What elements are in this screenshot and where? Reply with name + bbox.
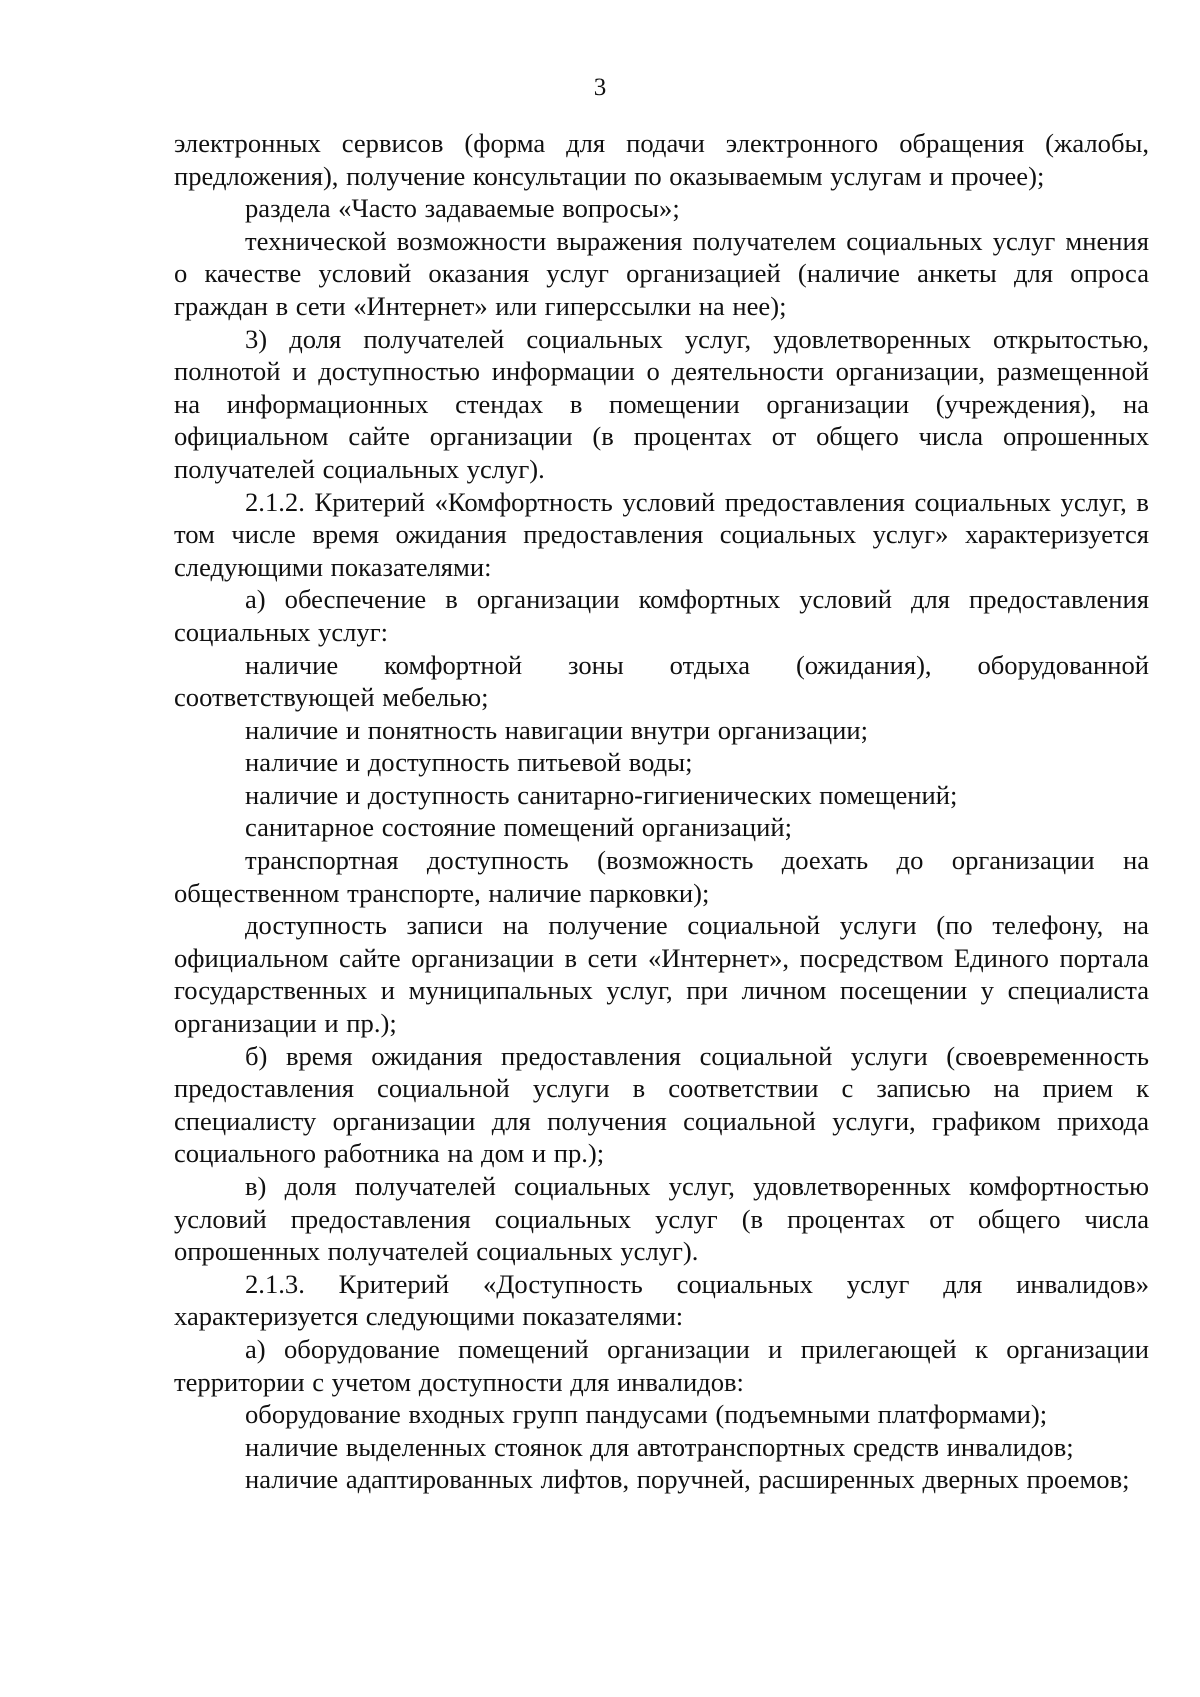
- paragraph: электронных сервисов (форма для подачи электронного обращения (жалобы, предложения), получение консультации по оказываемым услугам и прочее);: [174, 128, 1149, 191]
- paragraph: 2.1.2. Критерий «Комфортность условий предоставления социальных услуг, в том числе время ожидания предоставления социальных услуг» характеризуется следующими показателями:: [174, 486, 1149, 582]
- paragraph: оборудование входных групп пандусами (подъемными платформами);: [245, 1399, 1048, 1430]
- paragraph: 3) доля получателей социальных услуг, удовлетворенных открытостью, полнотой и доступностью информации о деятельности организации, размещенной на информационных стендах в помещении организации (учреждения), на официальном сайте организации (в процентах от общего числа опрошенных получателей социальных услуг).: [174, 323, 1149, 484]
- paragraph: наличие и доступность питьевой воды;: [245, 747, 693, 778]
- paragraph: 2.1.3. Критерий «Доступность социальных услуг для инвалидов» характеризуется следующими показателями:: [174, 1268, 1149, 1332]
- paragraph: наличие и понятность навигации внутри организации;: [245, 714, 868, 745]
- paragraph: доступность записи на получение социальной услуги (по телефону, на официальном сайте организации в сети «Интернет», посредством Единого портала государственных и муниципальных услуг, при личном посещении у специалиста организации и пр.);: [174, 910, 1149, 1039]
- paragraph: наличие и доступность санитарно-гигиенических помещений;: [245, 779, 958, 810]
- paragraph: транспортная доступность (возможность доехать до организации на общественном транспорте, наличие парковки);: [174, 845, 1149, 908]
- paragraph: наличие выделенных стоянок для автотранспортных средств инвалидов;: [245, 1431, 1074, 1462]
- paragraph: а) оборудование помещений организации и прилегающей к организации территории с учетом доступности для инвалидов:: [174, 1333, 1149, 1397]
- paragraph: а) обеспечение в организации комфортных условий для предоставления социальных услуг:: [174, 584, 1149, 647]
- paragraph: наличие комфортной зоны отдыха (ожидания), оборудованной соответствующей мебелью;: [174, 649, 1149, 713]
- paragraph: в) доля получателей социальных услуг, удовлетворенных комфортностью условий предоставления социальных услуг (в процентах от общего числа опрошенных получателей социальных услуг).: [174, 1171, 1149, 1267]
- paragraph: наличие адаптированных лифтов, поручней, расширенных дверных проемов;: [245, 1464, 1130, 1495]
- paragraph: технической возможности выражения получателем социальных услуг мнения о качестве условий оказания услуг организацией (наличие анкеты для опроса граждан в сети «Интернет» или гиперссылки на нее);: [174, 225, 1149, 321]
- paragraph: санитарное состояние помещений организаций;: [245, 812, 792, 843]
- paragraph: б) время ожидания предоставления социальной услуги (своевременность предоставления социальной услуги в соответствии с записью на прием к специалисту организации для получения социальной услуги, графиком прихода социального работника на дом и пр.);: [174, 1040, 1149, 1169]
- page-number: 3: [593, 74, 607, 101]
- document-body: [174, 127, 1149, 1496]
- paragraph: раздела «Часто задаваемые вопросы»;: [245, 193, 680, 224]
